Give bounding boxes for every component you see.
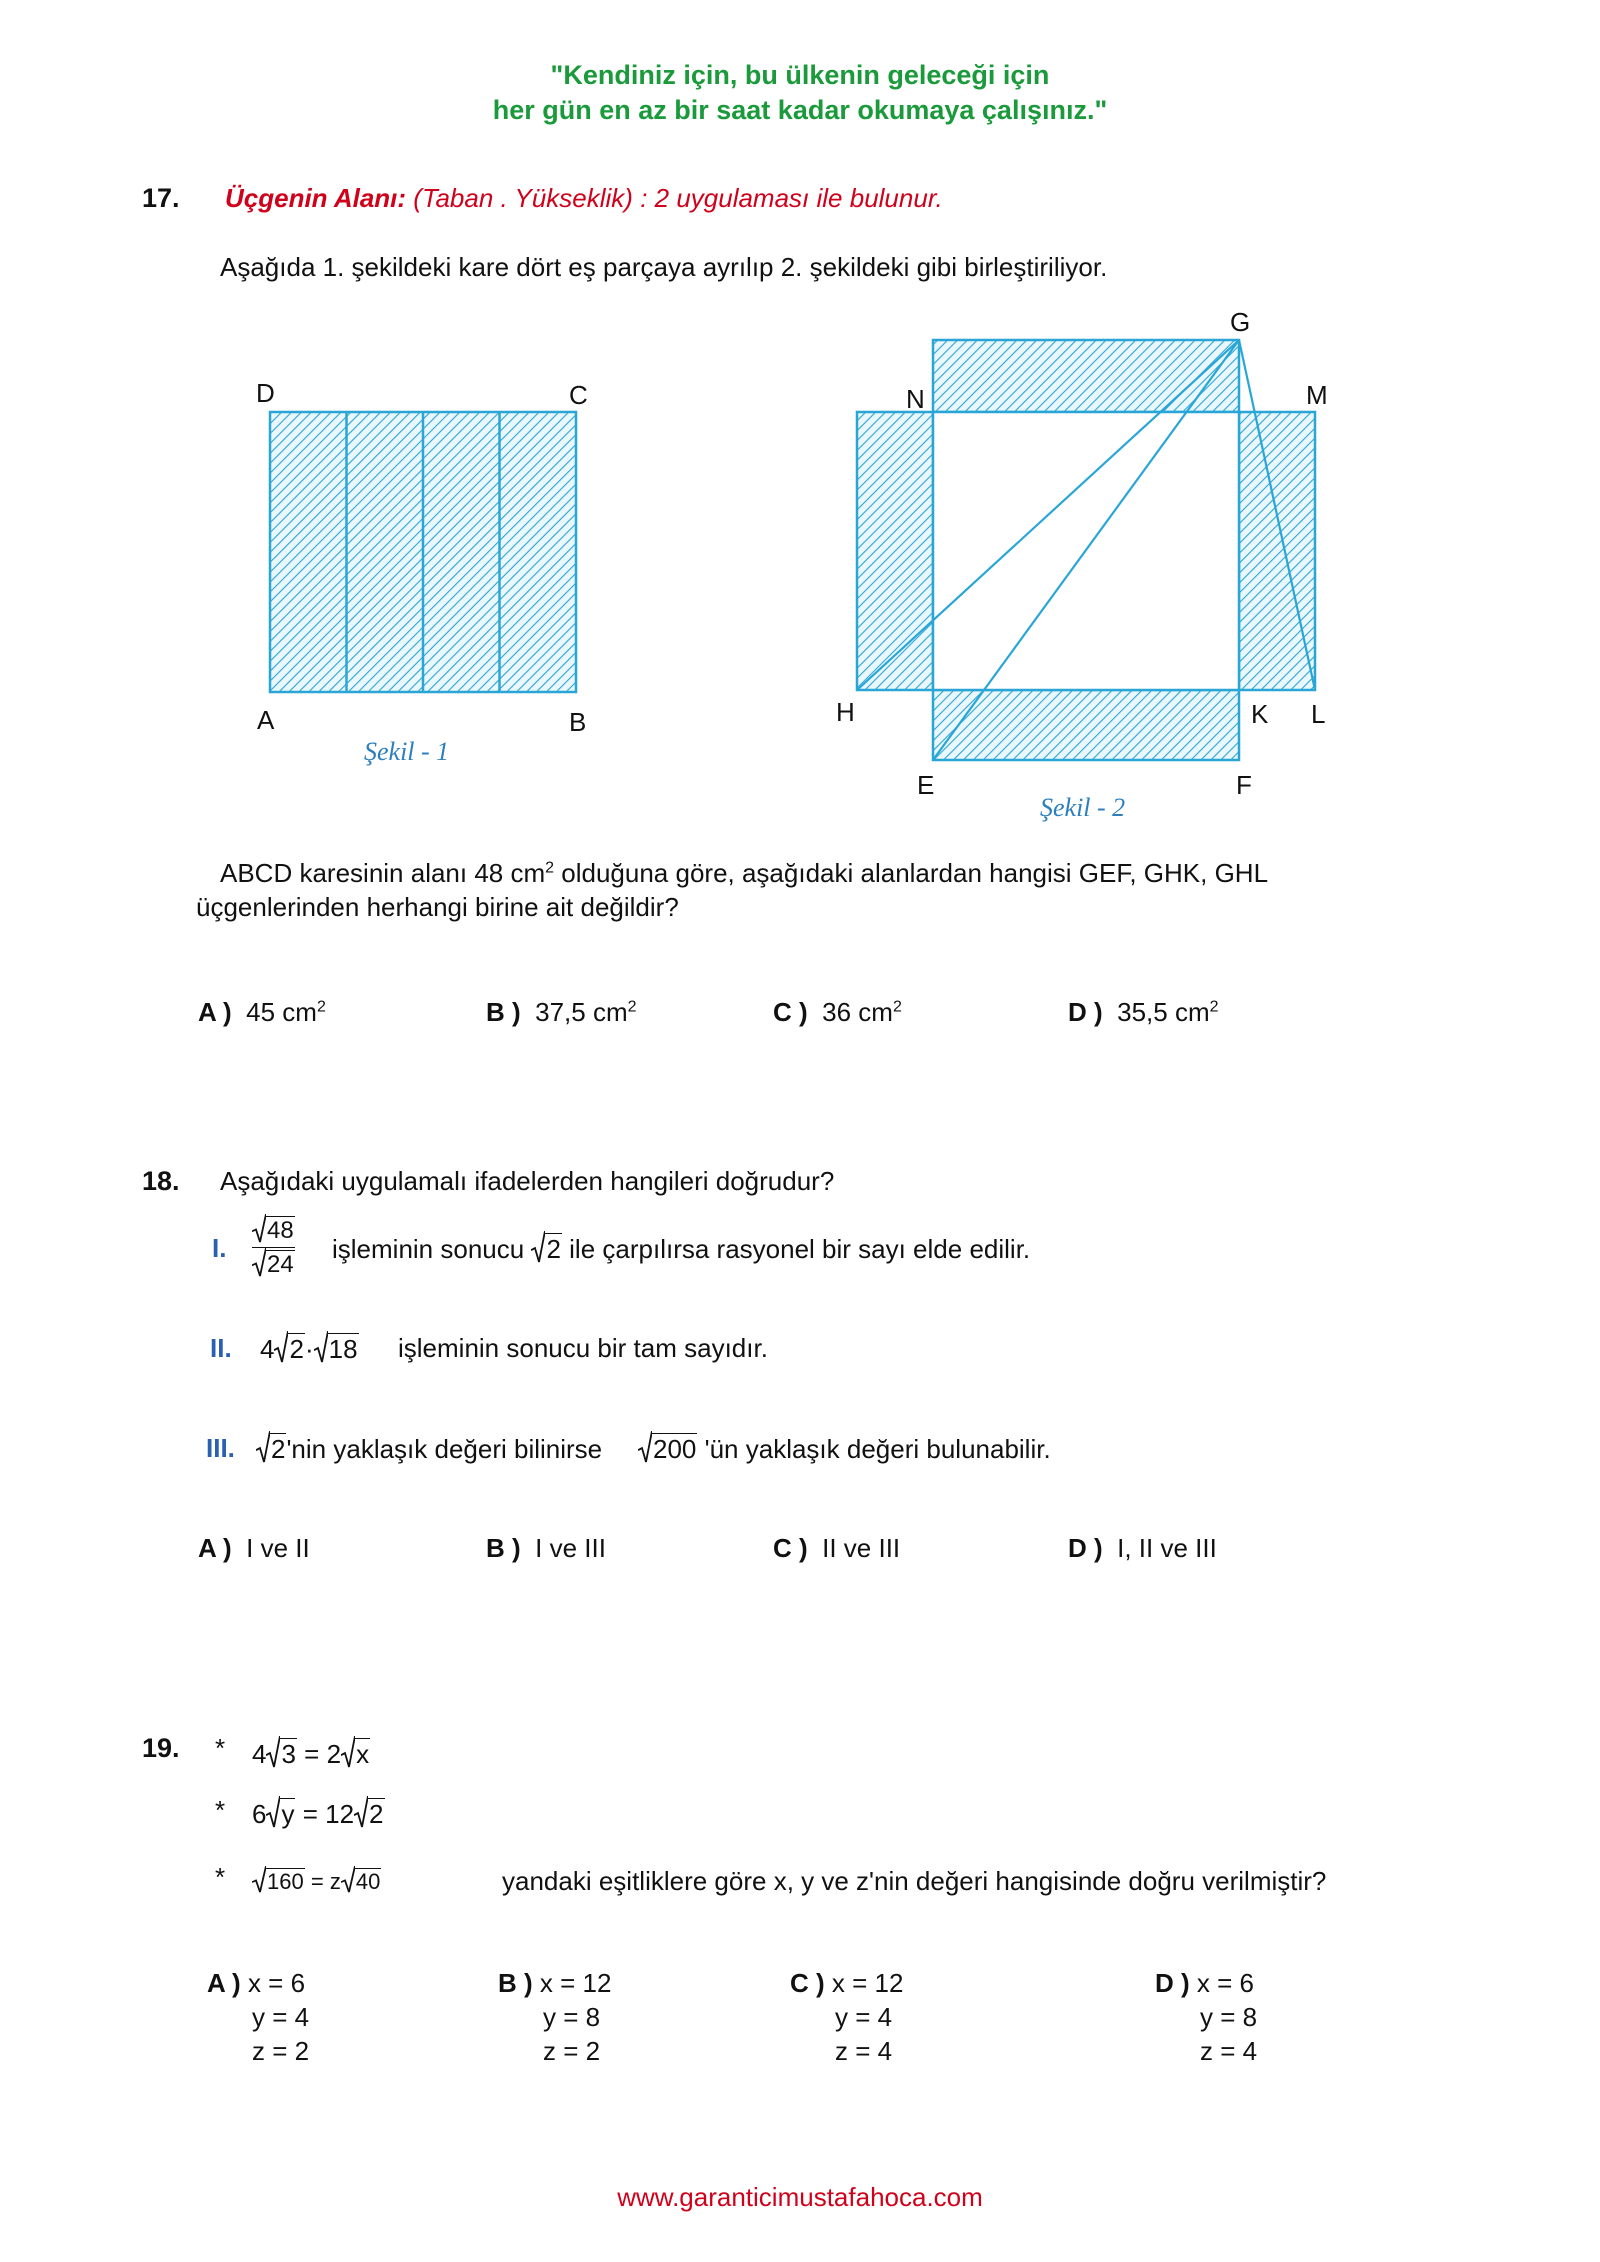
radicand: 200 (653, 1434, 697, 1464)
equation-2 (252, 1798, 385, 1830)
right-strip (1239, 412, 1315, 690)
option-text: 45 cm (246, 997, 317, 1027)
figure-2-caption: Şekil - 2 (1040, 793, 1126, 822)
fraction-numerator: 48 (267, 1217, 294, 1244)
coefficient: z (329, 1869, 341, 1894)
radicand: x (356, 1739, 370, 1769)
option-text: I ve II (246, 1533, 310, 1563)
label-F: F (1236, 770, 1252, 800)
bottom-strip (933, 690, 1239, 760)
item-2-expression (260, 1333, 359, 1365)
q19-option-d[interactable] (1155, 1966, 1257, 2068)
radicand: 18 (328, 1334, 358, 1364)
question-17-number: 17. (142, 183, 180, 213)
option-text: 35,5 cm (1117, 997, 1210, 1027)
option-letter: C ) (790, 1968, 825, 1998)
option-y: y = 8 (543, 2002, 601, 2032)
eq-1-star: * (215, 1733, 226, 1763)
option-text: I ve III (535, 1533, 606, 1563)
item-1-text-a: işleminin sonucu (332, 1234, 525, 1264)
item-3-text-a: 'nin yaklaşık değeri bilinirse (286, 1434, 603, 1464)
fraction-denominator: 24 (267, 1251, 294, 1278)
motto-line-1: "Kendiniz için, bu ülkenin geleceği için (550, 60, 1050, 90)
radical (638, 1433, 697, 1465)
option-letter: C ) (773, 1533, 808, 1563)
option-y: y = 8 (1200, 2002, 1258, 2032)
q19-option-c[interactable] (790, 1966, 903, 2068)
title-rest: (Taban . Yükseklik) : 2 uygulaması ile bulunur. (413, 183, 943, 213)
q18-option-b[interactable] (486, 1533, 606, 1564)
radical (252, 1216, 295, 1245)
label-E: E (917, 770, 935, 800)
radicand: 2 (271, 1434, 286, 1464)
option-z: z = 4 (1200, 2036, 1258, 2066)
option-x: x = 12 (831, 1968, 904, 1998)
coefficient: 4 (260, 1334, 275, 1364)
equals-sign: = (302, 1799, 318, 1829)
item-1-fraction (252, 1216, 295, 1279)
stem-sup: 2 (545, 859, 555, 877)
dot-operator: · (304, 1334, 314, 1364)
option-sup: 2 (892, 998, 902, 1016)
item-3-roman: III. (206, 1433, 235, 1463)
q17-option-d[interactable] (1068, 997, 1219, 1028)
figure-2-arrangement (857, 340, 1315, 760)
equation-3 (252, 1868, 381, 1895)
option-x: x = 6 (1196, 1968, 1254, 1998)
radical (354, 1798, 384, 1830)
item-1-roman: I. (212, 1233, 227, 1263)
option-letter: B ) (498, 1968, 533, 1998)
radical (252, 1250, 295, 1279)
equals-sign: = (304, 1739, 320, 1769)
option-z: z = 2 (252, 2036, 310, 2066)
q18-option-a[interactable] (198, 1533, 310, 1564)
option-x: x = 6 (247, 1968, 306, 1998)
option-letter: A ) (198, 1533, 232, 1563)
item-3-text-b: 'ün yaklaşık değeri bulunabilir. (704, 1434, 1051, 1464)
q18-option-d[interactable] (1068, 1533, 1217, 1564)
option-text: I, II ve III (1117, 1533, 1217, 1563)
radical (266, 1798, 295, 1830)
option-letter: D ) (1068, 1533, 1103, 1563)
option-sup: 2 (1209, 998, 1219, 1016)
option-y: y = 4 (835, 2002, 893, 2032)
figures (0, 0, 1600, 870)
option-letter: A ) (198, 997, 232, 1027)
option-y: y = 4 (252, 2002, 310, 2032)
option-letter: B ) (486, 997, 521, 1027)
radicand: 160 (267, 1869, 304, 1894)
radicand: 2 (546, 1234, 561, 1264)
radical (274, 1333, 304, 1365)
equation-1 (252, 1738, 370, 1770)
label-L: L (1311, 699, 1326, 729)
q17-option-c[interactable] (773, 997, 902, 1028)
question-18-stem: Aşağıdaki uygulamalı ifadelerden hangileri doğrudur? (220, 1166, 835, 1196)
option-letter: D ) (1155, 1968, 1190, 1998)
eq-3-star: * (215, 1862, 226, 1892)
eq-2-star: * (215, 1795, 226, 1825)
equals-sign: = (310, 1869, 324, 1894)
label-C: C (569, 380, 588, 410)
item-1-text (332, 1233, 1030, 1265)
option-sup: 2 (316, 998, 326, 1016)
radicand: 40 (355, 1869, 381, 1894)
radicand: 2 (369, 1799, 384, 1829)
question-17-intro: Aşağıda 1. şekildeki kare dört eş parçaya ayrılıp 2. şekildeki gibi birleştiriliyor. (220, 252, 1108, 282)
label-G: G (1230, 307, 1251, 337)
q18-option-c[interactable] (773, 1533, 900, 1564)
option-text: II ve III (822, 1533, 901, 1563)
figure-1-square (270, 412, 576, 692)
label-K: K (1251, 699, 1269, 729)
radical (531, 1233, 561, 1265)
q19-option-a[interactable] (207, 1966, 309, 2068)
left-strip (857, 412, 933, 690)
option-sup: 2 (627, 998, 637, 1016)
q17-option-b[interactable] (486, 997, 637, 1028)
option-z: z = 2 (543, 2036, 601, 2066)
item-2-roman: II. (210, 1333, 232, 1363)
option-x: x = 12 (539, 1968, 612, 1998)
radical (314, 1333, 359, 1365)
radical (341, 1738, 370, 1770)
label-A: A (257, 705, 275, 735)
option-text: 37,5 cm (535, 997, 628, 1027)
option-letter: C ) (773, 997, 808, 1027)
footer-url[interactable]: www.garanticimustafahoca.com (617, 2182, 983, 2212)
item-2-text: işleminin sonucu bir tam sayıdır. (398, 1333, 768, 1363)
radicand: y (281, 1799, 295, 1829)
label-H: H (836, 697, 855, 727)
coefficient: 4 (252, 1739, 267, 1769)
coefficient: 12 (325, 1799, 355, 1829)
label-D: D (256, 378, 275, 408)
option-letter: A ) (207, 1968, 241, 1998)
question-17-stem-line-1 (220, 858, 1268, 889)
radical (341, 1868, 381, 1895)
label-N: N (906, 384, 925, 414)
motto-line-2: her gün en az bir saat kadar okumaya çalışınız." (492, 95, 1108, 125)
figure-1-caption: Şekil - 1 (364, 737, 450, 766)
label-B: B (569, 707, 587, 737)
radicand: 3 (281, 1739, 296, 1769)
question-19-stem: yandaki eşitliklere göre x, y ve z'nin değeri hangisinde doğru verilmiştir? (502, 1866, 1327, 1896)
option-text: 36 cm (822, 997, 893, 1027)
option-letter: B ) (486, 1533, 521, 1563)
q17-option-a[interactable] (198, 997, 326, 1028)
item-3-text (256, 1433, 602, 1465)
question-18-number: 18. (142, 1166, 180, 1196)
label-M: M (1306, 380, 1328, 410)
radical (266, 1738, 296, 1770)
question-17-stem-line-2: üçgenlerinden herhangi birine ait değildir? (196, 892, 679, 922)
radical (256, 1433, 286, 1465)
stem-part-2: olduğuna göre, aşağıdaki alanlardan hangisi GEF, GHK, GHL (554, 858, 1269, 888)
title-bold: Üçgenin Alanı: (225, 183, 407, 213)
q19-option-b[interactable] (498, 1966, 611, 2068)
option-letter: D ) (1068, 997, 1103, 1027)
radical (252, 1868, 305, 1895)
stem-part-1: ABCD karesinin alanı 48 cm (220, 858, 546, 888)
question-19-number: 19. (142, 1733, 180, 1763)
option-z: z = 4 (835, 2036, 893, 2066)
item-3-text-2 (638, 1433, 1051, 1465)
coefficient: 2 (326, 1739, 342, 1769)
radicand: 2 (289, 1334, 304, 1364)
item-1-text-b: ile çarpılırsa rasyonel bir sayı elde edilir. (569, 1234, 1031, 1264)
coefficient: 6 (252, 1799, 267, 1829)
